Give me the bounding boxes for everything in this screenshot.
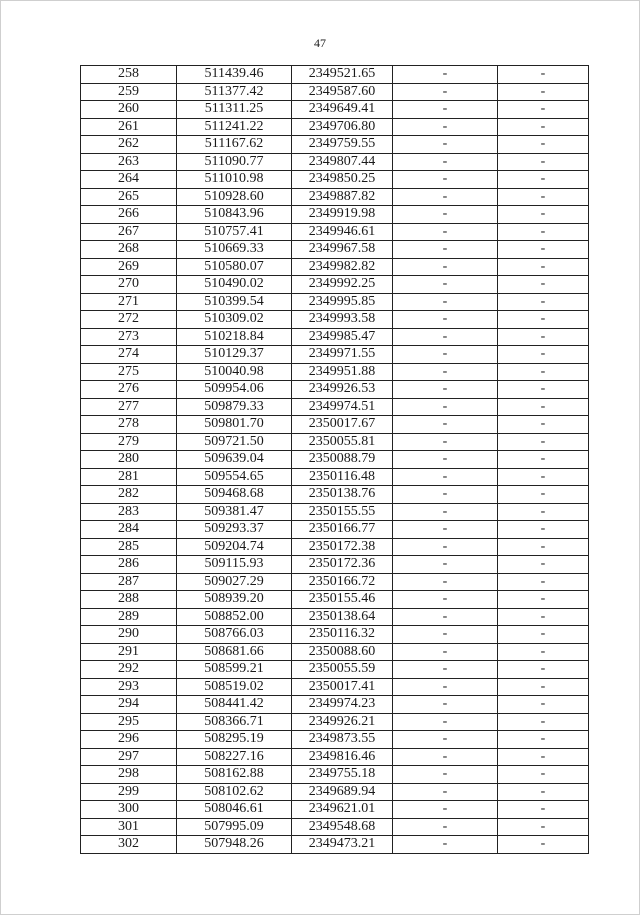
point-number-cell: 278 (81, 416, 177, 434)
table-row (81, 311, 589, 329)
column-4-cell: - (393, 678, 498, 696)
column-4-cell: - (393, 206, 498, 224)
point-number-cell: 263 (81, 153, 177, 171)
x-coordinate-cell: 511311.25 (177, 101, 292, 119)
table-row (81, 503, 589, 521)
point-number-cell: 272 (81, 311, 177, 329)
y-coordinate-cell: 2350155.46 (292, 591, 393, 609)
point-number-cell: 282 (81, 486, 177, 504)
point-number-cell: 280 (81, 451, 177, 469)
y-coordinate-cell: 2349951.88 (292, 363, 393, 381)
page-number: 47 (314, 36, 326, 50)
y-coordinate-cell: 2349974.23 (292, 696, 393, 714)
point-number-cell: 284 (81, 521, 177, 539)
x-coordinate-cell: 507995.09 (177, 818, 292, 836)
column-4-cell: - (393, 363, 498, 381)
point-number-cell: 274 (81, 346, 177, 364)
table-row (81, 783, 589, 801)
column-5-cell: - (498, 398, 589, 416)
column-4-cell: - (393, 451, 498, 469)
table-row (81, 538, 589, 556)
column-5-cell: - (498, 818, 589, 836)
column-5-cell: - (498, 783, 589, 801)
column-5-cell: - (498, 643, 589, 661)
x-coordinate-cell: 508939.20 (177, 591, 292, 609)
y-coordinate-cell: 2350138.76 (292, 486, 393, 504)
column-4-cell: - (393, 171, 498, 189)
y-coordinate-cell: 2349649.41 (292, 101, 393, 119)
x-coordinate-cell: 509468.68 (177, 486, 292, 504)
point-number-cell: 273 (81, 328, 177, 346)
y-coordinate-cell: 2349873.55 (292, 731, 393, 749)
column-5-cell: - (498, 731, 589, 749)
x-coordinate-cell: 511241.22 (177, 118, 292, 136)
column-4-cell: - (393, 713, 498, 731)
point-number-cell: 264 (81, 171, 177, 189)
table-row (81, 801, 589, 819)
point-number-cell: 293 (81, 678, 177, 696)
column-5-cell: - (498, 101, 589, 119)
y-coordinate-cell: 2349946.61 (292, 223, 393, 241)
table-row (81, 591, 589, 609)
x-coordinate-cell: 511439.46 (177, 66, 292, 84)
column-4-cell: - (393, 783, 498, 801)
point-number-cell: 269 (81, 258, 177, 276)
table-row (81, 626, 589, 644)
x-coordinate-cell: 509954.06 (177, 381, 292, 399)
table-row (81, 416, 589, 434)
point-number-cell: 296 (81, 731, 177, 749)
point-number-cell: 261 (81, 118, 177, 136)
table-row (81, 486, 589, 504)
x-coordinate-cell: 510928.60 (177, 188, 292, 206)
y-coordinate-cell: 2349982.82 (292, 258, 393, 276)
point-number-cell: 295 (81, 713, 177, 731)
table-row (81, 398, 589, 416)
x-coordinate-cell: 508519.02 (177, 678, 292, 696)
column-4-cell: - (393, 573, 498, 591)
column-4-cell: - (393, 276, 498, 294)
table-row (81, 731, 589, 749)
table-row (81, 101, 589, 119)
table-row (81, 118, 589, 136)
column-5-cell: - (498, 661, 589, 679)
x-coordinate-cell: 511090.77 (177, 153, 292, 171)
x-coordinate-cell: 510580.07 (177, 258, 292, 276)
column-4-cell: - (393, 398, 498, 416)
y-coordinate-cell: 2349807.44 (292, 153, 393, 171)
column-4-cell: - (393, 661, 498, 679)
column-4-cell: - (393, 136, 498, 154)
table-row (81, 608, 589, 626)
column-4-cell: - (393, 468, 498, 486)
y-coordinate-cell: 2349587.60 (292, 83, 393, 101)
table-row (81, 381, 589, 399)
table-row (81, 328, 589, 346)
x-coordinate-cell: 511167.62 (177, 136, 292, 154)
y-coordinate-cell: 2349971.55 (292, 346, 393, 364)
table-row (81, 363, 589, 381)
table-row (81, 836, 589, 854)
x-coordinate-cell: 508227.16 (177, 748, 292, 766)
x-coordinate-cell: 508441.42 (177, 696, 292, 714)
column-5-cell: - (498, 171, 589, 189)
point-number-cell: 301 (81, 818, 177, 836)
table-row (81, 153, 589, 171)
column-5-cell: - (498, 468, 589, 486)
table-row (81, 661, 589, 679)
column-4-cell: - (393, 258, 498, 276)
column-4-cell: - (393, 346, 498, 364)
point-number-cell: 298 (81, 766, 177, 784)
point-number-cell: 260 (81, 101, 177, 119)
table-row (81, 713, 589, 731)
column-5-cell: - (498, 258, 589, 276)
x-coordinate-cell: 508162.88 (177, 766, 292, 784)
column-4-cell: - (393, 223, 498, 241)
column-5-cell: - (498, 713, 589, 731)
column-5-cell: - (498, 241, 589, 259)
table-row (81, 556, 589, 574)
column-5-cell: - (498, 346, 589, 364)
table-row (81, 136, 589, 154)
x-coordinate-cell: 510040.98 (177, 363, 292, 381)
column-5-cell: - (498, 416, 589, 434)
y-coordinate-cell: 2350088.79 (292, 451, 393, 469)
column-4-cell: - (393, 643, 498, 661)
column-5-cell: - (498, 678, 589, 696)
y-coordinate-cell: 2349992.25 (292, 276, 393, 294)
point-number-cell: 258 (81, 66, 177, 84)
column-4-cell: - (393, 188, 498, 206)
y-coordinate-cell: 2349926.53 (292, 381, 393, 399)
column-4-cell: - (393, 118, 498, 136)
column-4-cell: - (393, 241, 498, 259)
x-coordinate-cell: 508766.03 (177, 626, 292, 644)
x-coordinate-cell: 510218.84 (177, 328, 292, 346)
y-coordinate-cell: 2350088.60 (292, 643, 393, 661)
y-coordinate-cell: 2349967.58 (292, 241, 393, 259)
point-number-cell: 285 (81, 538, 177, 556)
column-5-cell: - (498, 381, 589, 399)
x-coordinate-cell: 510490.02 (177, 276, 292, 294)
table-row (81, 643, 589, 661)
column-5-cell: - (498, 223, 589, 241)
column-4-cell: - (393, 381, 498, 399)
column-4-cell: - (393, 486, 498, 504)
column-5-cell: - (498, 573, 589, 591)
coordinate-table-body (81, 66, 589, 854)
table-row (81, 66, 589, 84)
x-coordinate-cell: 509801.70 (177, 416, 292, 434)
table-row (81, 818, 589, 836)
column-5-cell: - (498, 188, 589, 206)
x-coordinate-cell: 509293.37 (177, 521, 292, 539)
x-coordinate-cell: 508366.71 (177, 713, 292, 731)
column-5-cell: - (498, 206, 589, 224)
x-coordinate-cell: 509879.33 (177, 398, 292, 416)
table-row (81, 696, 589, 714)
table-row (81, 293, 589, 311)
x-coordinate-cell: 508599.21 (177, 661, 292, 679)
point-number-cell: 289 (81, 608, 177, 626)
column-5-cell: - (498, 696, 589, 714)
column-4-cell: - (393, 433, 498, 451)
point-number-cell: 291 (81, 643, 177, 661)
column-5-cell: - (498, 801, 589, 819)
y-coordinate-cell: 2350055.81 (292, 433, 393, 451)
y-coordinate-cell: 2350166.72 (292, 573, 393, 591)
point-number-cell: 294 (81, 696, 177, 714)
column-4-cell: - (393, 696, 498, 714)
y-coordinate-cell: 2350172.36 (292, 556, 393, 574)
x-coordinate-cell: 509381.47 (177, 503, 292, 521)
x-coordinate-cell: 510309.02 (177, 311, 292, 329)
table-row (81, 346, 589, 364)
y-coordinate-cell: 2349919.98 (292, 206, 393, 224)
y-coordinate-cell: 2350116.48 (292, 468, 393, 486)
column-4-cell: - (393, 66, 498, 84)
column-4-cell: - (393, 608, 498, 626)
column-5-cell: - (498, 521, 589, 539)
table-row (81, 206, 589, 224)
column-5-cell: - (498, 591, 589, 609)
y-coordinate-cell: 2349974.51 (292, 398, 393, 416)
y-coordinate-cell: 2349995.85 (292, 293, 393, 311)
column-4-cell: - (393, 748, 498, 766)
coordinate-table (80, 65, 589, 854)
column-4-cell: - (393, 591, 498, 609)
table-row (81, 451, 589, 469)
column-5-cell: - (498, 451, 589, 469)
column-5-cell: - (498, 486, 589, 504)
column-5-cell: - (498, 276, 589, 294)
y-coordinate-cell: 2349759.55 (292, 136, 393, 154)
point-number-cell: 265 (81, 188, 177, 206)
x-coordinate-cell: 509554.65 (177, 468, 292, 486)
table-row (81, 223, 589, 241)
table-row (81, 258, 589, 276)
column-5-cell: - (498, 136, 589, 154)
y-coordinate-cell: 2349548.68 (292, 818, 393, 836)
column-5-cell: - (498, 66, 589, 84)
point-number-cell: 292 (81, 661, 177, 679)
point-number-cell: 275 (81, 363, 177, 381)
y-coordinate-cell: 2349689.94 (292, 783, 393, 801)
column-4-cell: - (393, 521, 498, 539)
y-coordinate-cell: 2349887.82 (292, 188, 393, 206)
column-5-cell: - (498, 328, 589, 346)
point-number-cell: 259 (81, 83, 177, 101)
point-number-cell: 302 (81, 836, 177, 854)
column-4-cell: - (393, 328, 498, 346)
column-5-cell: - (498, 556, 589, 574)
column-4-cell: - (393, 731, 498, 749)
table-row (81, 188, 589, 206)
y-coordinate-cell: 2350166.77 (292, 521, 393, 539)
column-4-cell: - (393, 538, 498, 556)
point-number-cell: 299 (81, 783, 177, 801)
point-number-cell: 300 (81, 801, 177, 819)
column-5-cell: - (498, 608, 589, 626)
y-coordinate-cell: 2350172.38 (292, 538, 393, 556)
point-number-cell: 277 (81, 398, 177, 416)
x-coordinate-cell: 508681.66 (177, 643, 292, 661)
column-4-cell: - (393, 83, 498, 101)
x-coordinate-cell: 509721.50 (177, 433, 292, 451)
point-number-cell: 262 (81, 136, 177, 154)
x-coordinate-cell: 508852.00 (177, 608, 292, 626)
column-4-cell: - (393, 101, 498, 119)
point-number-cell: 268 (81, 241, 177, 259)
table-row (81, 748, 589, 766)
table-row (81, 276, 589, 294)
column-4-cell: - (393, 801, 498, 819)
table-row (81, 521, 589, 539)
x-coordinate-cell: 510129.37 (177, 346, 292, 364)
point-number-cell: 266 (81, 206, 177, 224)
column-4-cell: - (393, 766, 498, 784)
column-5-cell: - (498, 433, 589, 451)
table-row (81, 573, 589, 591)
column-4-cell: - (393, 293, 498, 311)
point-number-cell: 267 (81, 223, 177, 241)
point-number-cell: 281 (81, 468, 177, 486)
x-coordinate-cell: 508046.61 (177, 801, 292, 819)
point-number-cell: 297 (81, 748, 177, 766)
x-coordinate-cell: 509639.04 (177, 451, 292, 469)
column-5-cell: - (498, 748, 589, 766)
y-coordinate-cell: 2349706.80 (292, 118, 393, 136)
point-number-cell: 288 (81, 591, 177, 609)
column-5-cell: - (498, 293, 589, 311)
x-coordinate-cell: 510843.96 (177, 206, 292, 224)
column-4-cell: - (393, 556, 498, 574)
y-coordinate-cell: 2350138.64 (292, 608, 393, 626)
column-4-cell: - (393, 311, 498, 329)
y-coordinate-cell: 2349816.46 (292, 748, 393, 766)
column-4-cell: - (393, 836, 498, 854)
x-coordinate-cell: 510669.33 (177, 241, 292, 259)
table-row (81, 171, 589, 189)
table-row (81, 83, 589, 101)
point-number-cell: 286 (81, 556, 177, 574)
column-4-cell: - (393, 818, 498, 836)
column-5-cell: - (498, 766, 589, 784)
point-number-cell: 287 (81, 573, 177, 591)
column-4-cell: - (393, 626, 498, 644)
column-5-cell: - (498, 836, 589, 854)
x-coordinate-cell: 511377.42 (177, 83, 292, 101)
column-5-cell: - (498, 363, 589, 381)
y-coordinate-cell: 2349850.25 (292, 171, 393, 189)
x-coordinate-cell: 508102.62 (177, 783, 292, 801)
point-number-cell: 271 (81, 293, 177, 311)
x-coordinate-cell: 511010.98 (177, 171, 292, 189)
table-row (81, 468, 589, 486)
y-coordinate-cell: 2350017.67 (292, 416, 393, 434)
y-coordinate-cell: 2349521.65 (292, 66, 393, 84)
x-coordinate-cell: 507948.26 (177, 836, 292, 854)
column-4-cell: - (393, 416, 498, 434)
x-coordinate-cell: 508295.19 (177, 731, 292, 749)
y-coordinate-cell: 2350155.55 (292, 503, 393, 521)
y-coordinate-cell: 2350116.32 (292, 626, 393, 644)
column-5-cell: - (498, 538, 589, 556)
column-5-cell: - (498, 83, 589, 101)
column-5-cell: - (498, 311, 589, 329)
y-coordinate-cell: 2349993.58 (292, 311, 393, 329)
y-coordinate-cell: 2350055.59 (292, 661, 393, 679)
y-coordinate-cell: 2349985.47 (292, 328, 393, 346)
table-row (81, 678, 589, 696)
table-row (81, 433, 589, 451)
column-4-cell: - (393, 503, 498, 521)
point-number-cell: 276 (81, 381, 177, 399)
x-coordinate-cell: 509027.29 (177, 573, 292, 591)
y-coordinate-cell: 2349926.21 (292, 713, 393, 731)
x-coordinate-cell: 509115.93 (177, 556, 292, 574)
point-number-cell: 270 (81, 276, 177, 294)
column-5-cell: - (498, 153, 589, 171)
x-coordinate-cell: 509204.74 (177, 538, 292, 556)
column-5-cell: - (498, 118, 589, 136)
x-coordinate-cell: 510757.41 (177, 223, 292, 241)
x-coordinate-cell: 510399.54 (177, 293, 292, 311)
column-4-cell: - (393, 153, 498, 171)
column-5-cell: - (498, 503, 589, 521)
y-coordinate-cell: 2350017.41 (292, 678, 393, 696)
table-row (81, 241, 589, 259)
column-5-cell: - (498, 626, 589, 644)
table-row (81, 766, 589, 784)
point-number-cell: 283 (81, 503, 177, 521)
y-coordinate-cell: 2349473.21 (292, 836, 393, 854)
point-number-cell: 290 (81, 626, 177, 644)
y-coordinate-cell: 2349755.18 (292, 766, 393, 784)
point-number-cell: 279 (81, 433, 177, 451)
y-coordinate-cell: 2349621.01 (292, 801, 393, 819)
